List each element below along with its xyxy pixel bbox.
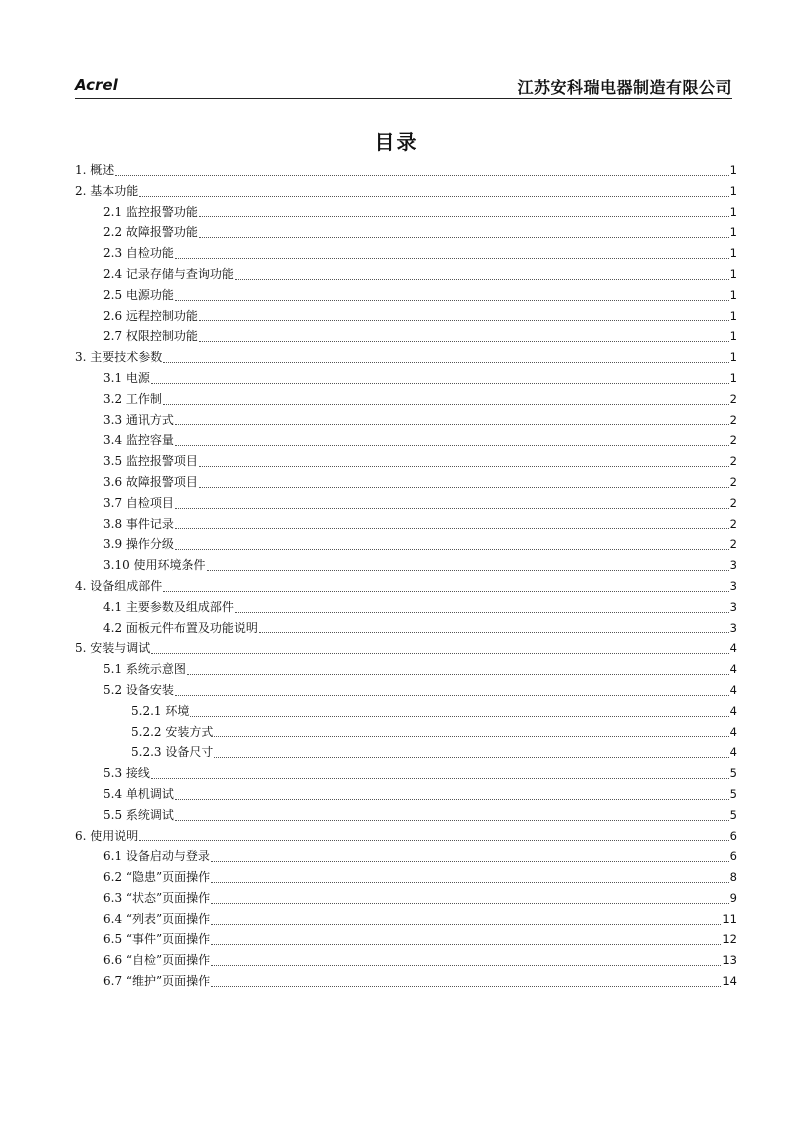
toc-dot-leader bbox=[175, 445, 729, 446]
toc-page-number: 4 bbox=[729, 724, 737, 739]
toc-entry[interactable] bbox=[75, 430, 737, 451]
toc-entry[interactable] bbox=[75, 514, 737, 535]
toc-dot-leader bbox=[211, 944, 721, 945]
toc-entry[interactable] bbox=[75, 846, 737, 867]
toc-page-number: 5 bbox=[729, 766, 737, 781]
toc-entry-label: 5.3 接线 bbox=[103, 766, 150, 781]
toc-page-number: 2 bbox=[729, 537, 737, 552]
toc-entry-label: 3.4 监控容量 bbox=[103, 433, 174, 448]
toc-entry[interactable] bbox=[75, 742, 737, 763]
toc-entry[interactable] bbox=[75, 618, 737, 639]
toc-dot-leader bbox=[190, 716, 728, 717]
toc-entry[interactable] bbox=[75, 867, 737, 888]
toc-dot-leader bbox=[211, 965, 721, 966]
toc-entry[interactable] bbox=[75, 472, 737, 493]
toc-entry[interactable] bbox=[75, 576, 737, 597]
toc-dot-leader bbox=[175, 424, 729, 425]
toc-entry-label: 2.1 监控报警功能 bbox=[103, 204, 198, 219]
toc-page-number: 4 bbox=[729, 682, 737, 697]
toc-dot-leader bbox=[175, 820, 729, 821]
toc-entry-label: 3.2 工作制 bbox=[103, 391, 162, 406]
toc-entry[interactable] bbox=[75, 805, 737, 826]
toc-entry-label: 5.2.1 环境 bbox=[131, 703, 190, 718]
toc-page-number: 11 bbox=[722, 911, 737, 926]
toc-dot-leader bbox=[139, 840, 728, 841]
toc-page-number: 2 bbox=[729, 391, 737, 406]
toc-page-number: 4 bbox=[729, 745, 737, 760]
toc-page-number: 1 bbox=[729, 163, 737, 177]
toc-page-number: 2 bbox=[729, 474, 737, 489]
toc-dot-leader bbox=[163, 362, 728, 363]
toc-page-number: 3 bbox=[729, 599, 737, 614]
toc-page-number: 1 bbox=[729, 204, 737, 219]
toc-page-number: 8 bbox=[729, 870, 737, 885]
toc-entry-label: 3. 主要技术参数 bbox=[75, 350, 163, 365]
toc-page-number: 1 bbox=[729, 329, 737, 344]
toc-entry[interactable] bbox=[75, 929, 737, 950]
toc-entry-label: 3.5 监控报警项目 bbox=[103, 454, 198, 469]
toc-entry[interactable] bbox=[75, 243, 737, 264]
toc-entry[interactable] bbox=[75, 659, 737, 680]
toc-entry-label: 4. 设备组成部件 bbox=[75, 578, 163, 593]
toc-entry[interactable] bbox=[75, 181, 737, 202]
toc-entry-label: 2.4 记录存储与查询功能 bbox=[103, 266, 234, 281]
toc-entry[interactable] bbox=[75, 389, 737, 410]
toc-entry[interactable] bbox=[75, 410, 737, 431]
toc-page-number: 5 bbox=[729, 786, 737, 801]
toc-entry-label: 5.2.3 设备尺寸 bbox=[131, 745, 214, 760]
page-header bbox=[75, 76, 732, 99]
toc-entry[interactable] bbox=[75, 202, 737, 223]
toc-page-number: 14 bbox=[722, 974, 737, 989]
company-name: 江苏安科瑞电器制造有限公司 bbox=[517, 78, 732, 97]
brand-logo-text: Acrel bbox=[75, 76, 118, 94]
toc-dot-leader bbox=[199, 341, 729, 342]
toc-dot-leader bbox=[151, 778, 729, 779]
toc-entry[interactable] bbox=[75, 534, 737, 555]
toc-page-number: 13 bbox=[722, 953, 737, 968]
toc-dot-leader bbox=[151, 653, 728, 654]
toc-dot-leader bbox=[199, 216, 729, 217]
toc-dot-leader bbox=[115, 175, 728, 176]
toc-dot-leader bbox=[211, 903, 729, 904]
toc-dot-leader bbox=[175, 258, 729, 259]
toc-entry-label: 2.3 自检功能 bbox=[103, 246, 174, 261]
toc-dot-leader bbox=[151, 383, 729, 384]
toc-dot-leader bbox=[139, 196, 728, 197]
toc-dot-leader bbox=[175, 695, 729, 696]
toc-entry-label: 3.6 故障报警项目 bbox=[103, 474, 198, 489]
toc-entry-label: 2. 基本功能 bbox=[75, 183, 139, 198]
toc-dot-leader bbox=[199, 487, 729, 488]
toc-entry-label: 4.1 主要参数及组成部件 bbox=[103, 599, 234, 614]
toc-page-number: 2 bbox=[729, 454, 737, 469]
toc-page-number: 1 bbox=[729, 287, 737, 302]
toc-page-number: 2 bbox=[729, 412, 737, 427]
table-of-contents bbox=[75, 160, 737, 992]
toc-dot-leader bbox=[211, 924, 721, 925]
toc-dot-leader bbox=[207, 570, 729, 571]
toc-entry[interactable] bbox=[75, 950, 737, 971]
toc-page-number: 1 bbox=[729, 308, 737, 323]
toc-dot-leader bbox=[175, 508, 729, 509]
toc-entry-label: 5.4 单机调试 bbox=[103, 786, 174, 801]
toc-dot-leader bbox=[259, 632, 729, 633]
toc-page-number: 3 bbox=[729, 578, 737, 593]
toc-page-number: 1 bbox=[729, 246, 737, 261]
toc-page-number: 12 bbox=[722, 932, 737, 947]
toc-page-number: 2 bbox=[729, 516, 737, 531]
toc-page-number: 1 bbox=[729, 266, 737, 281]
toc-entry-label: 3.10 使用环境条件 bbox=[103, 558, 206, 573]
toc-page-number: 3 bbox=[729, 558, 737, 573]
toc-entry[interactable] bbox=[75, 638, 737, 659]
toc-entry[interactable] bbox=[75, 326, 737, 347]
toc-dot-leader bbox=[175, 528, 729, 529]
toc-dot-leader bbox=[235, 279, 729, 280]
toc-entry[interactable] bbox=[75, 971, 737, 992]
toc-entry-label: 6.4 “列表”页面操作 bbox=[103, 911, 211, 926]
toc-page-number: 9 bbox=[729, 890, 737, 905]
toc-page-number: 3 bbox=[729, 620, 737, 635]
toc-entry-label: 3.9 操作分级 bbox=[103, 537, 174, 552]
toc-entry-label: 6.6 “自检”页面操作 bbox=[103, 953, 211, 968]
toc-entry-label: 6.3 “状态”页面操作 bbox=[103, 890, 211, 905]
toc-dot-leader bbox=[211, 986, 721, 987]
toc-entry-label: 5.5 系统调试 bbox=[103, 807, 174, 822]
toc-entry-label: 6. 使用说明 bbox=[75, 828, 139, 843]
toc-dot-leader bbox=[235, 612, 729, 613]
toc-entry-label: 3.7 自检项目 bbox=[103, 495, 174, 510]
toc-dot-leader bbox=[175, 549, 729, 550]
toc-entry[interactable] bbox=[75, 347, 737, 368]
toc-entry[interactable] bbox=[75, 285, 737, 306]
toc-entry[interactable] bbox=[75, 451, 737, 472]
toc-entry-label: 2.2 故障报警功能 bbox=[103, 225, 198, 240]
toc-entry[interactable] bbox=[75, 264, 737, 285]
toc-entry[interactable] bbox=[75, 784, 737, 805]
toc-page-number: 4 bbox=[729, 662, 737, 677]
toc-page-number: 6 bbox=[729, 849, 737, 864]
toc-entry[interactable] bbox=[75, 368, 737, 389]
toc-entry-label: 6.5 “事件”页面操作 bbox=[103, 932, 211, 947]
toc-page-number: 1 bbox=[729, 183, 737, 198]
toc-dot-leader bbox=[163, 591, 728, 592]
toc-page-number: 1 bbox=[729, 350, 737, 365]
toc-entry-label: 4.2 面板元件布置及功能说明 bbox=[103, 620, 258, 635]
toc-page-number: 2 bbox=[729, 495, 737, 510]
toc-dot-leader bbox=[211, 882, 729, 883]
toc-entry-label: 1. 概述 bbox=[75, 163, 115, 177]
toc-page-number: 1 bbox=[729, 225, 737, 240]
toc-entry-label: 6.1 设备启动与登录 bbox=[103, 849, 210, 864]
toc-entry-label: 3.1 电源 bbox=[103, 370, 150, 385]
toc-entry[interactable] bbox=[75, 826, 737, 847]
toc-entry-label: 2.7 权限控制功能 bbox=[103, 329, 198, 344]
toc-dot-leader bbox=[214, 736, 728, 737]
toc-dot-leader bbox=[199, 237, 729, 238]
toc-entry[interactable] bbox=[75, 597, 737, 618]
toc-page-number: 4 bbox=[729, 703, 737, 718]
toc-entry-label: 3.3 通讯方式 bbox=[103, 412, 174, 427]
toc-entry-label: 5.1 系统示意图 bbox=[103, 662, 186, 677]
toc-entry-label: 6.2 “隐患”页面操作 bbox=[103, 870, 211, 885]
toc-page-number: 5 bbox=[729, 807, 737, 822]
toc-page-number: 6 bbox=[729, 828, 737, 843]
toc-entry-label: 5.2.2 安装方式 bbox=[131, 724, 214, 739]
toc-entry[interactable] bbox=[75, 680, 737, 701]
toc-page-number: 1 bbox=[729, 370, 737, 385]
toc-dot-leader bbox=[163, 404, 729, 405]
toc-dot-leader bbox=[175, 300, 729, 301]
toc-dot-leader bbox=[187, 674, 729, 675]
toc-entry[interactable] bbox=[75, 763, 737, 784]
toc-entry[interactable] bbox=[75, 722, 737, 743]
toc-entry[interactable] bbox=[75, 909, 737, 930]
toc-entry[interactable] bbox=[75, 555, 737, 576]
toc-entry[interactable] bbox=[75, 306, 737, 327]
toc-page-number: 4 bbox=[729, 641, 737, 656]
toc-dot-leader bbox=[199, 466, 729, 467]
page-title: 目录 bbox=[374, 130, 419, 154]
toc-entry[interactable] bbox=[75, 888, 737, 909]
toc-dot-leader bbox=[214, 757, 728, 758]
toc-entry[interactable] bbox=[75, 222, 737, 243]
toc-dot-leader bbox=[199, 320, 729, 321]
toc-entry-label: 5.2 设备安装 bbox=[103, 682, 174, 697]
toc-entry[interactable] bbox=[75, 701, 737, 722]
toc-page-number: 2 bbox=[729, 433, 737, 448]
toc-entry[interactable] bbox=[75, 493, 737, 514]
toc-dot-leader bbox=[211, 861, 729, 862]
toc-entry-label: 2.5 电源功能 bbox=[103, 287, 174, 302]
toc-entry-label: 6.7 “维护”页面操作 bbox=[103, 974, 211, 989]
toc-entry-label: 5. 安装与调试 bbox=[75, 641, 151, 656]
toc-entry[interactable] bbox=[75, 160, 737, 181]
toc-entry-label: 2.6 远程控制功能 bbox=[103, 308, 198, 323]
toc-dot-leader bbox=[175, 799, 729, 800]
toc-entry-label: 3.8 事件记录 bbox=[103, 516, 174, 531]
